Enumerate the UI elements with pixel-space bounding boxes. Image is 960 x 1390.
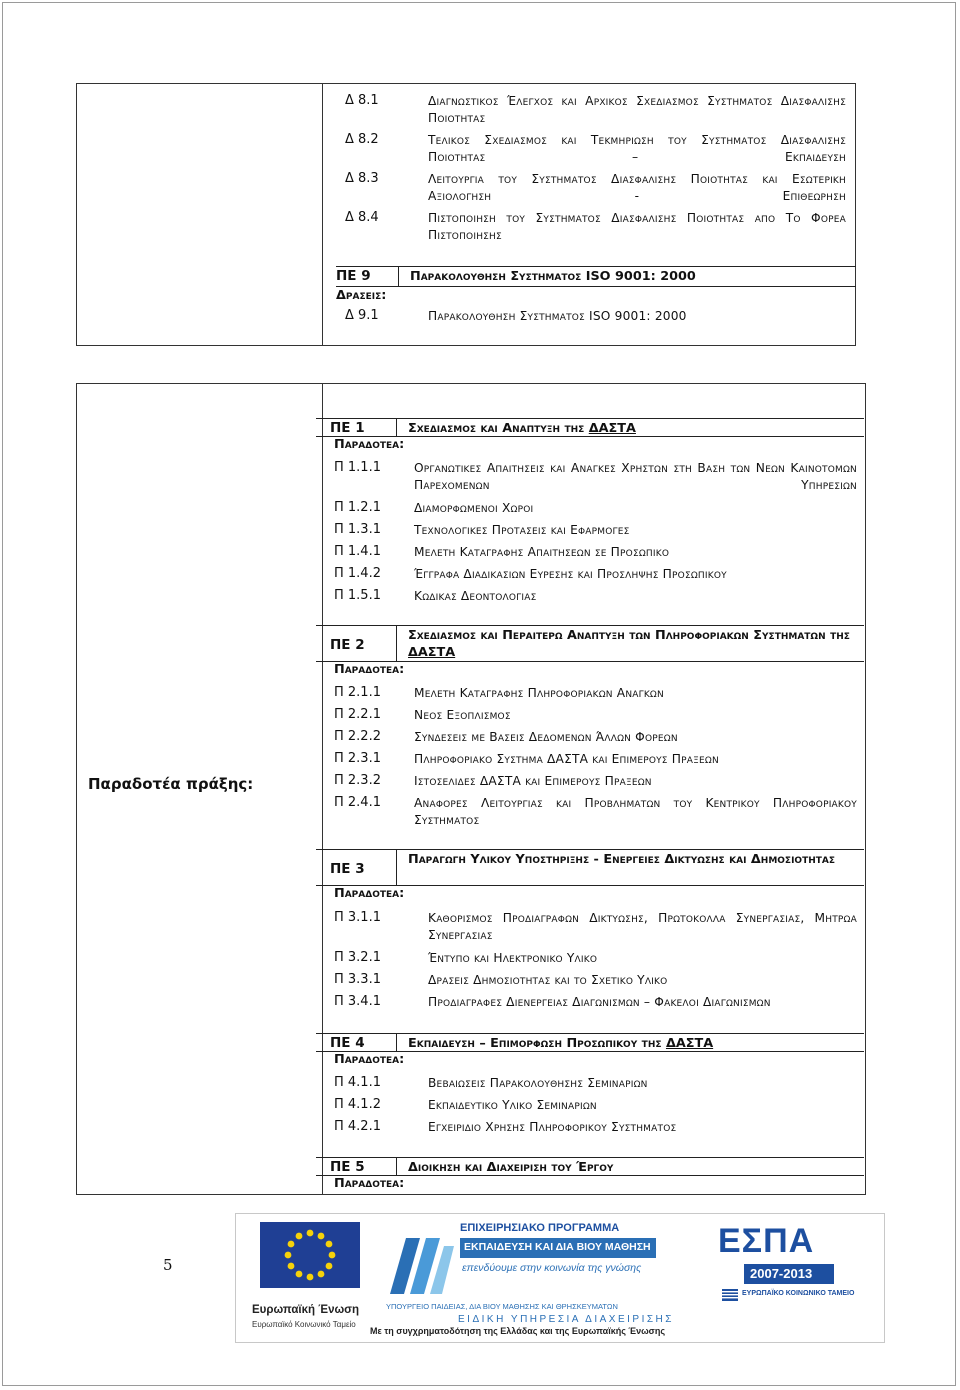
deliverable-code: Π 2.3.1 xyxy=(334,751,381,766)
deliverable-code: Π 4.1.2 xyxy=(334,1097,381,1112)
program-waves-icon xyxy=(386,1228,456,1300)
deliverable-text: Συνδεσεις με Βασεις Δεδομενων Άλλων Φορεων xyxy=(414,730,678,744)
pe-code: ΠΕ 9 xyxy=(336,268,371,284)
eu-logo-line2: Ευρωπαϊκό Κοινωνικό Ταμείο xyxy=(252,1320,356,1329)
program-logo-line4: ΥΠΟΥΡΓΕΙΟ ΠΑΙΔΕΙΑΣ, ΔΙΑ ΒΙΟΥ ΜΑΘΗΣΗΣ ΚΑΙ ΘΡΗΣΚΕΥΜΑΤΩΝ xyxy=(386,1302,618,1311)
divider xyxy=(396,1157,398,1175)
divider xyxy=(316,1157,864,1158)
cofunding-text: Με τη συγχρηματοδότηση της Ελλάδας και της Ευρωπαϊκής Ένωσης xyxy=(370,1326,666,1336)
deliverables-label: Παραδοτεα: xyxy=(334,662,405,677)
action-text: Διαγνωστικος Έλεγχος και Αρχικος Σχεδιασμος Συστηματος Διασφαλισης Ποιοτητας xyxy=(428,94,846,125)
deliverable-code: Π 4.2.1 xyxy=(334,1119,381,1134)
deliverable-text: Νεος Εξοπλισμος xyxy=(414,708,511,722)
espa-logo-line1: ΕΣΠΑ xyxy=(718,1222,815,1260)
deliverable-code: Π 1.4.1 xyxy=(334,544,381,559)
eu-logo-line1: Ευρωπαϊκή Ένωση xyxy=(252,1304,360,1316)
espa-logo-line2: 2007-2013 xyxy=(750,1266,813,1281)
deliverable-code: Π 1.2.1 xyxy=(334,500,381,515)
deliverables-label: Παραδοτεα: xyxy=(334,1052,405,1067)
action-text: Παρακολουθηση Συστηματος ISO 9001: 2000 xyxy=(428,309,687,323)
action-code: Δ 8.2 xyxy=(345,132,379,147)
deliverable-text: Οργανωτικες Απαιτησεις και Αναγκες Χρηστων στη Βαση των Νεων Καινοτομων Παρεχομενων Υπηρεσιων xyxy=(414,461,857,492)
deliverable-code: Π 2.2.1 xyxy=(334,707,381,722)
deliverables-label: Παραδοτεα: xyxy=(334,886,405,901)
pe-code: ΠΕ 1 xyxy=(330,420,365,436)
deliverable-code: Π 1.3.1 xyxy=(334,522,381,537)
divider xyxy=(398,266,400,286)
deliverable-text: Ιστοσελιδες ΔΑΣΤΑ και Επιμερους Πραξεων xyxy=(414,774,652,788)
deliverable-text: Έγγραφα Διαδικασιων Ευρεσης και Προσληψης Προσωπικου xyxy=(414,567,727,581)
deliverable-code: Π 3.2.1 xyxy=(334,950,381,965)
divider xyxy=(316,849,864,850)
deliverable-text: Διαμορφωμενοι Χωροι xyxy=(414,501,534,515)
deliverable-text: Εγχειριδιο Χρησης Πληροφορικου Συστηματος xyxy=(428,1120,677,1134)
deliverable-code: Π 2.2.2 xyxy=(334,729,381,744)
page-number: 5 xyxy=(163,1256,173,1274)
deliverable-text: Πληροφοριακο Συστημα ΔΑΣΤΑ και Επιμερους Πραξεων xyxy=(414,752,719,766)
divider xyxy=(336,266,856,267)
deliverables-label: Παραδοτεα: xyxy=(334,1176,405,1191)
deliverable-text: Προδιαγραφες Διενεργειας Διαγωνισμων – Φακελοι Διαγωνισμων xyxy=(428,995,771,1009)
deliverable-text: Εκπαιδευτικο Υλικο Σεμιναριων xyxy=(428,1098,597,1112)
pe-title: Εκπαιδευση – Επιμορφωση Προσωπικου της ΔΑΣΤΑ xyxy=(408,1036,714,1051)
pe-title: Παρακολουθηση Συστηματος ISO 9001: 2000 xyxy=(410,269,696,284)
pe-title: Διοικηση και Διαχειριση του Έργου xyxy=(408,1160,614,1175)
deliverable-code: Π 1.5.1 xyxy=(334,588,381,603)
pe-title: Σχεδιασμος και Περαιτερω Αναπτυξη των Πληροφοριακων Συστηματων της ΔΑΣΤΑ xyxy=(408,628,850,660)
deliverable-text: Έντυπο και Ηλεκτρονικο Υλικο xyxy=(428,951,598,965)
deliverable-code: Π 2.4.1 xyxy=(334,795,381,810)
pe-title: Παραγωγη Υλικου Υποστηριξης - Ενεργειες Δικτυωσης και Δημοσιοτητας xyxy=(408,852,835,867)
deliverable-code: Π 1.1.1 xyxy=(334,460,381,475)
deliverable-text: Αναφορες Λειτουργιας και Προβληματων του Κεντρικου Πληροφοριακου Συστηματος xyxy=(414,796,857,827)
action-code: Δ 8.1 xyxy=(345,93,379,108)
divider xyxy=(396,1033,398,1051)
deliverable-text: Βεβαιωσεις Παρακολουθησης Σεμιναριων xyxy=(428,1076,648,1090)
pe-code: ΠΕ 4 xyxy=(330,1035,365,1051)
pe-code: ΠΕ 5 xyxy=(330,1159,365,1175)
eu-flag-icon xyxy=(260,1222,360,1288)
deliverable-text: Μελετη Καταγραφης Απαιτησεων σε Προσωπικο xyxy=(414,545,670,559)
deliverable-code: Π 2.3.2 xyxy=(334,773,381,788)
actions-label: Δρασεις: xyxy=(336,288,387,303)
action-text: Πιστοποιηση του Συστηματος Διασφαλισης Ποιοτητας απο Το Φορεα Πιστοποιησης xyxy=(428,211,846,242)
divider xyxy=(396,849,398,885)
action-code: Δ 8.4 xyxy=(345,210,379,225)
deliverable-code: Π 1.4.2 xyxy=(334,566,381,581)
deliverable-code: Π 2.1.1 xyxy=(334,685,381,700)
deliverable-text: Κωδικας Δεοντολογιας xyxy=(414,589,537,603)
action-code: Δ 8.3 xyxy=(345,171,379,186)
deliverable-code: Π 4.1.1 xyxy=(334,1075,381,1090)
deliverables-side-label: Παραδοτέα πράξης: xyxy=(88,775,254,793)
deliverables-label: Παραδοτεα: xyxy=(334,437,405,452)
divider xyxy=(316,625,864,626)
espa-logo xyxy=(718,1222,868,1302)
eu-logo xyxy=(252,1222,368,1340)
deliverable-code: Π 3.3.1 xyxy=(334,972,381,987)
top-table-left-column xyxy=(76,83,323,346)
action-text: Λειτουργια του Συστηματος Διασφαλισης Ποιοτητας και Εσωτερικη Αξιολογηση - Επιθεωρηση xyxy=(428,172,846,203)
espa-logo-line3: ΕΥΡΩΠΑΪΚΟ ΚΟΙΝΩΝΙΚΟ ΤΑΜΕΙΟ xyxy=(742,1290,855,1297)
divider xyxy=(336,286,856,287)
deliverable-text: Μελετη Καταγραφης Πληροφοριακων Αναγκων xyxy=(414,686,664,700)
deliverable-code: Π 3.1.1 xyxy=(334,910,381,925)
program-logo-line5: ΕΙΔΙΚΗ ΥΠΗΡΕΣΙΑ ΔΙΑΧΕΙΡΙΣΗΣ xyxy=(458,1314,674,1325)
deliverable-text: Δρασεις Δημοσιοτητας και το Σχετικο Υλικο xyxy=(428,973,668,987)
action-code: Δ 9.1 xyxy=(345,308,379,323)
divider xyxy=(396,418,398,436)
pe-title: Σχεδιασμος και Αναπτυξη της ΔΑΣΤΑ xyxy=(408,421,636,436)
program-logo-line3: επενδύουμε στην κοινωνία της γνώσης xyxy=(462,1262,642,1274)
divider xyxy=(316,1033,864,1034)
pe-code: ΠΕ 3 xyxy=(330,861,365,877)
deliverable-code: Π 3.4.1 xyxy=(334,994,381,1009)
deliverable-text: Τεχνολογικες Προτασεις και Εφαρμογες xyxy=(414,523,630,537)
divider xyxy=(396,625,398,661)
action-text: Τελικος Σχεδιασμος και Τεκμηριωση του Συστηματος Διασφαλισης Ποιοτητας – Εκπαιδευση xyxy=(428,133,846,164)
program-logo-line1: ΕΠΙΧΕΙΡΗΣΙΑΚΟ ΠΡΟΓΡΑΜΜΑ xyxy=(460,1222,620,1234)
divider xyxy=(316,418,864,419)
pe-code: ΠΕ 2 xyxy=(330,637,365,653)
footer-logo-banner xyxy=(235,1213,885,1343)
deliverable-text: Καθορισμος Προδιαγραφων Δικτυωσης, Πρωτοκολλα Συνεργασιας, Μητρωα Συνεργασιας xyxy=(428,911,857,942)
greek-flag-icon xyxy=(722,1289,738,1301)
program-logo-line2: ΕΚΠΑΙΔΕΥΣΗ ΚΑΙ ΔΙΑ ΒΙΟΥ ΜΑΘΗΣΗ xyxy=(464,1241,651,1253)
